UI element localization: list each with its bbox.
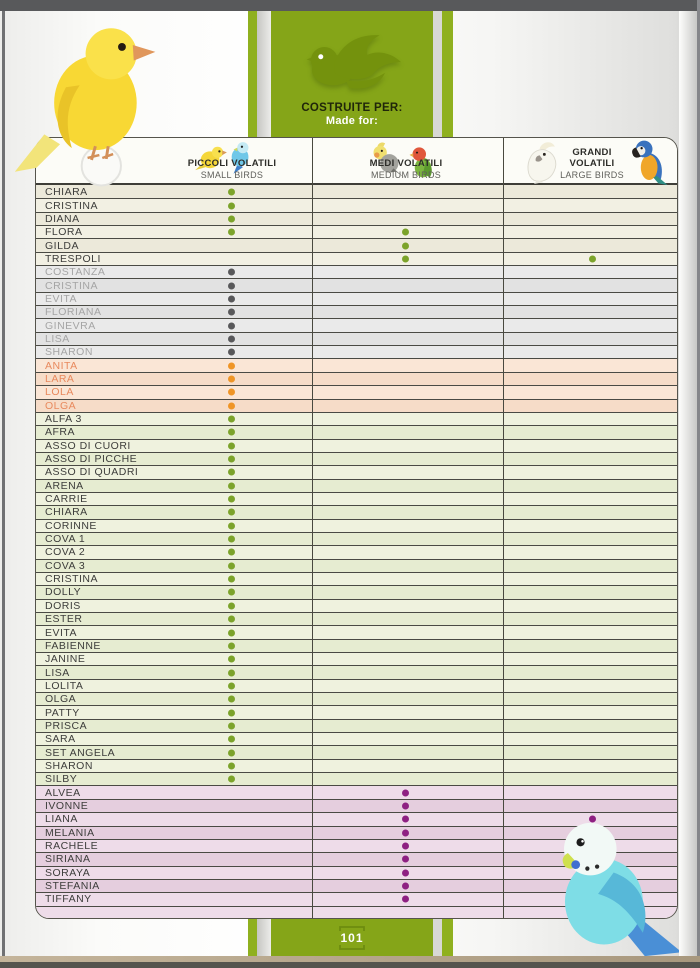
dot-small (228, 749, 235, 756)
row-name: MELANIA (45, 826, 95, 839)
table-row (36, 759, 677, 772)
table-row (36, 612, 677, 625)
table-row (36, 385, 677, 398)
dot-small (228, 389, 235, 396)
row-name: ALVEA (45, 786, 81, 799)
dot-medium (402, 255, 409, 262)
row-name: PATTY (45, 706, 80, 719)
dot-medium (402, 869, 409, 876)
table-row (36, 719, 677, 732)
table-row (36, 572, 677, 585)
table-row (36, 505, 677, 518)
row-name: PRISCA (45, 719, 88, 732)
table-row (36, 305, 677, 318)
right-edge-shade (679, 11, 697, 958)
column-label: MEDI VOLATILI (369, 157, 443, 169)
table-row (36, 785, 677, 798)
table-row (36, 545, 677, 558)
table-row (36, 399, 677, 412)
row-name: JANINE (45, 653, 86, 666)
row-name: GINEVRA (45, 319, 96, 332)
row-name: SORAYA (45, 866, 91, 879)
table-row (36, 198, 677, 211)
dot-medium (402, 242, 409, 249)
dot-medium (402, 802, 409, 809)
page-number: 101 (340, 930, 364, 945)
table-row (36, 332, 677, 345)
row-name: STEFANIA (45, 880, 100, 893)
row-name: SHARON (45, 759, 93, 772)
dot-medium (402, 829, 409, 836)
dot-medium (402, 896, 409, 903)
dot-small (228, 576, 235, 583)
table-body (36, 185, 677, 906)
dot-small (228, 429, 235, 436)
table-row (36, 372, 677, 385)
table-row (36, 532, 677, 545)
dot-small (228, 362, 235, 369)
dot-small (228, 416, 235, 423)
row-name: ARENA (45, 479, 84, 492)
dot-medium (402, 856, 409, 863)
dot-small (228, 536, 235, 543)
dot-small (228, 349, 235, 356)
bottom-border (0, 962, 700, 968)
row-name: CRISTINA (45, 573, 99, 586)
dot-small (228, 616, 235, 623)
row-name: CARRIE (45, 493, 88, 506)
row-name: CRISTINA (45, 279, 99, 292)
table-row (36, 479, 677, 492)
dot-small (228, 496, 235, 503)
table-row (36, 679, 677, 692)
table-row (36, 625, 677, 638)
dot-medium (402, 789, 409, 796)
table-row (36, 292, 677, 305)
table-row (36, 772, 677, 785)
table-row (36, 692, 677, 705)
table-row (36, 705, 677, 718)
table-row (36, 492, 677, 505)
row-name: LARA (45, 372, 75, 385)
row-name: SIRIANA (45, 853, 91, 866)
dot-small (228, 482, 235, 489)
row-name: SARA (45, 733, 76, 746)
dot-small (228, 642, 235, 649)
dot-small (228, 309, 235, 316)
row-name: DORIS (45, 599, 81, 612)
column-header-large (550, 148, 635, 180)
made-for-banner (271, 11, 433, 137)
row-name: TIFFANY (45, 893, 92, 906)
dot-small (228, 669, 235, 676)
row-name: SET ANGELA (45, 746, 116, 759)
dot-medium (402, 816, 409, 823)
table-row (36, 465, 677, 478)
table-row (36, 358, 677, 371)
table-row (36, 559, 677, 572)
dot-small (228, 549, 235, 556)
table-row (36, 599, 677, 612)
table-row (36, 238, 677, 251)
column-label: PICCOLI VOLATILI (187, 157, 277, 169)
dot-small (228, 762, 235, 769)
dot-small (228, 229, 235, 236)
row-name: LOLA (45, 386, 74, 399)
dot-small (228, 736, 235, 743)
row-name: DOLLY (45, 586, 82, 599)
row-name: ASSO DI PICCHE (45, 453, 138, 466)
compatibility-table (35, 137, 678, 919)
dot-small (228, 442, 235, 449)
row-name: LIANA (45, 813, 78, 826)
dot-small (228, 776, 235, 783)
table-row (36, 318, 677, 331)
table-row (36, 639, 677, 652)
table-row (36, 585, 677, 598)
table-row (36, 665, 677, 678)
table-row (36, 452, 677, 465)
banner-subtitle: Made for: (325, 115, 379, 127)
row-name: ALFA 3 (45, 413, 82, 426)
column-label: GRANDI VOLATILI (569, 146, 615, 169)
dot-small (228, 188, 235, 195)
dot-medium (402, 843, 409, 850)
dot-small (228, 696, 235, 703)
row-name: CORINNE (45, 519, 97, 532)
column-sublabel: LARGE BIRDS (560, 169, 624, 180)
dot-small (228, 722, 235, 729)
row-name: SILBY (45, 773, 78, 786)
dove-silhouette-icon (293, 30, 411, 96)
column-header-small (188, 159, 277, 180)
page-footer (271, 919, 433, 956)
dot-small (228, 522, 235, 529)
row-name: COVA 3 (45, 559, 86, 572)
row-name: LISA (45, 332, 70, 345)
table-row (36, 225, 677, 238)
table-row (36, 652, 677, 665)
top-bar (0, 0, 700, 11)
column-sublabel: SMALL BIRDS (200, 169, 264, 180)
left-border (2, 11, 5, 958)
bracket-top-icon (339, 926, 365, 931)
row-name: FLORIANA (45, 306, 102, 319)
dot-small (228, 402, 235, 409)
row-name: IVONNE (45, 799, 89, 812)
row-name: EVITA (45, 626, 78, 639)
row-name: ESTER (45, 613, 83, 626)
macaw-icon (628, 139, 672, 185)
row-name: EVITA (45, 292, 78, 305)
row-name: GILDA (45, 239, 80, 252)
row-name: FABIENNE (45, 639, 101, 652)
dot-small (228, 469, 235, 476)
table-row (36, 439, 677, 452)
dot-small (228, 602, 235, 609)
row-name: ANITA (45, 359, 78, 372)
row-name: ASSO DI CUORI (45, 439, 131, 452)
dot-small (228, 589, 235, 596)
dot-small (228, 322, 235, 329)
row-name: CHIARA (45, 185, 88, 198)
dot-small (228, 202, 235, 209)
dot-small (228, 375, 235, 382)
dot-small (228, 629, 235, 636)
row-name: OLGA (45, 399, 77, 412)
table-row (36, 732, 677, 745)
dot-small (228, 295, 235, 302)
row-name: DIANA (45, 212, 80, 225)
row-name: FLORA (45, 226, 83, 239)
table-row (36, 745, 677, 758)
row-name: OLGA (45, 693, 77, 706)
row-name: COVA 1 (45, 533, 86, 546)
row-name: LOLITA (45, 679, 84, 692)
column-sublabel: MEDIUM BIRDS (370, 169, 442, 180)
dot-small (228, 269, 235, 276)
column-divider (503, 138, 504, 918)
dot-small (228, 335, 235, 342)
dot-small (228, 562, 235, 569)
dot-small (228, 509, 235, 516)
table-row (36, 425, 677, 438)
dot-medium (402, 229, 409, 236)
row-name: RACHELE (45, 840, 99, 853)
row-name: TRESPOLI (45, 252, 101, 265)
bracket-bottom-icon (339, 945, 365, 950)
row-name: COSTANZA (45, 266, 106, 279)
dot-small (228, 215, 235, 222)
dot-small (228, 709, 235, 716)
row-name: AFRA (45, 426, 76, 439)
row-name: ASSO DI QUADRI (45, 466, 139, 479)
row-name: LISA (45, 666, 70, 679)
dot-small (228, 456, 235, 463)
row-name: CHIARA (45, 506, 88, 519)
table-row (36, 252, 677, 265)
table-row (36, 278, 677, 291)
column-header-medium (370, 159, 443, 180)
table-row (36, 799, 677, 812)
table-row (36, 519, 677, 532)
row-name: SHARON (45, 346, 93, 359)
table-row (36, 265, 677, 278)
row-name: COVA 2 (45, 546, 86, 559)
dot-medium (402, 883, 409, 890)
table-row (36, 212, 677, 225)
banner-title: COSTRUITE PER: (301, 102, 403, 114)
dot-large (589, 255, 596, 262)
dot-small (228, 282, 235, 289)
canary-photo (5, 10, 177, 188)
table-row (36, 412, 677, 425)
dot-small (228, 656, 235, 663)
budgie-photo (543, 816, 695, 962)
column-divider (312, 138, 313, 918)
table-row (36, 345, 677, 358)
row-name: CRISTINA (45, 199, 99, 212)
dot-small (228, 682, 235, 689)
